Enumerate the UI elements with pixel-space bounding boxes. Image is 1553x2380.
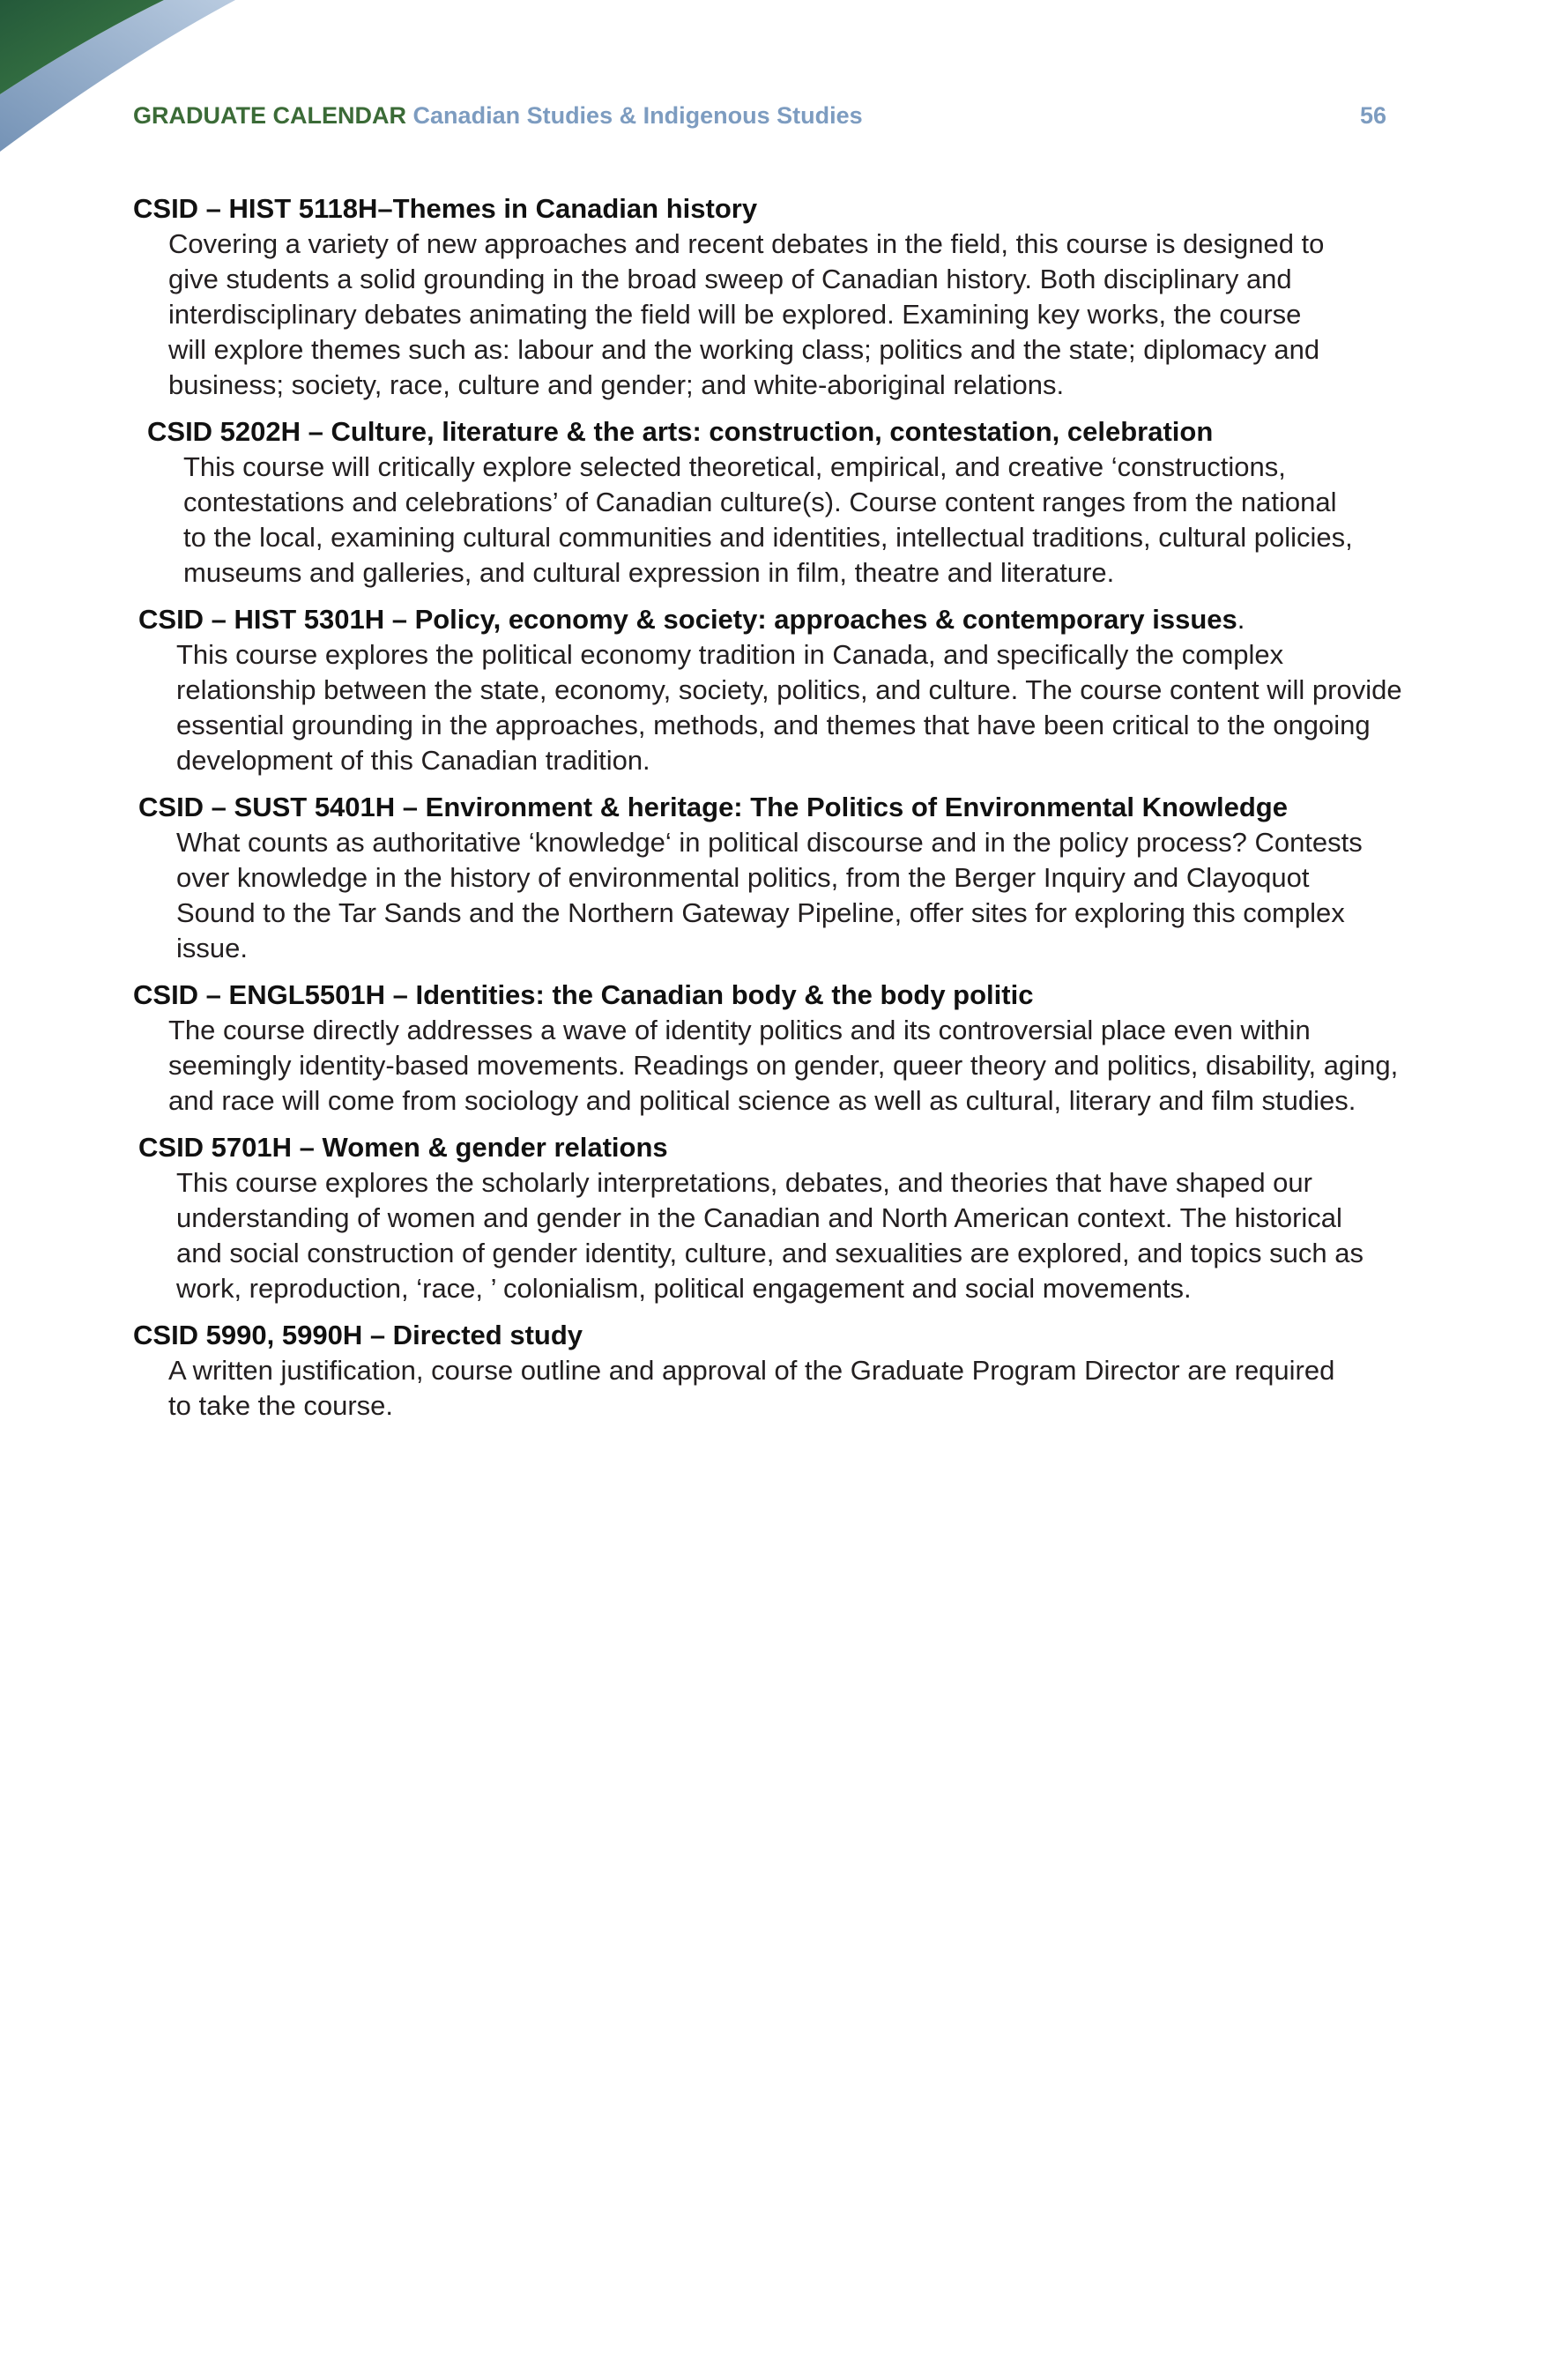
course-description [0,825,1553,966]
course-title-text: CSID – HIST 5301H – Policy, economy & society: approaches & contemporary issues [138,604,1237,635]
description-line: The course directly addresses a wave of identity politics and its controversial place even within [168,1015,1311,1045]
description-line: and race will come from sociology and political science as well as cultural, literary and film studies. [168,1085,1356,1116]
course-description [0,637,1553,778]
course-title-suffix: . [1237,604,1245,635]
course-entry [0,602,1553,778]
course-title-text: CSID 5990, 5990H – Directed study [133,1320,583,1350]
description-line: Sound to the Tar Sands and the Northern Gateway Pipeline, offer sites for exploring this complex [176,897,1345,928]
course-entry [0,790,1553,966]
course-title [0,602,1553,637]
description-line: interdisciplinary debates animating the field will be explored. Examining key works, the course [168,299,1302,330]
description-line: museums and galleries, and cultural expression in film, theatre and literature. [183,557,1115,588]
calendar-label: GRADUATE CALENDAR [133,102,406,129]
description-line: will explore themes such as: labour and the working class; politics and the state; diplomacy and [168,334,1320,365]
department-name: Canadian Studies & Indigenous Studies [412,102,863,129]
description-line: Covering a variety of new approaches and recent debates in the field, this course is designed to [168,228,1325,259]
course-title [0,1318,1553,1353]
description-line: This course will critically explore selected theoretical, empirical, and creative ‘constructions, [183,451,1286,482]
course-description [0,1013,1553,1119]
description-line: This course explores the political economy tradition in Canada, and specifically the complex [176,639,1284,670]
description-line: to the local, examining cultural communities and identities, intellectual traditions, cultural policies, [183,522,1353,553]
description-line: relationship between the state, economy, society, politics, and culture. The course content will provide [176,674,1402,705]
description-line: and social construction of gender identity, culture, and sexualities are explored, and topics such as [176,1238,1364,1268]
description-line: A written justification, course outline and approval of the Graduate Program Director are required [168,1355,1335,1386]
course-title-text: CSID – HIST 5118H–Themes in Canadian history [133,193,758,224]
course-title [0,414,1553,450]
course-title-text: CSID – SUST 5401H – Environment & heritage: The Politics of Environmental Knowledge [138,792,1288,822]
course-title [0,790,1553,825]
description-line: business; society, race, culture and gender; and white-aboriginal relations. [168,369,1065,400]
course-entry [0,978,1553,1119]
course-title-text: CSID 5202H – Culture, literature & the arts: construction, contestation, celebration [147,416,1214,447]
description-line: to take the course. [168,1390,394,1421]
course-description [0,450,1553,591]
description-line: contestations and celebrations’ of Canadian culture(s). Course content ranges from the national [183,487,1337,517]
course-entry [0,1130,1553,1306]
description-line: What counts as authoritative ‘knowledge‘ in political discourse and in the policy process? Contests [176,827,1363,858]
course-title-text: CSID 5701H – Women & gender relations [138,1132,668,1163]
corner-decoration [0,0,247,159]
description-line: This course explores the scholarly interpretations, debates, and theories that have shaped our [176,1167,1312,1198]
description-line: work, reproduction, ‘race, ’ colonialism, political engagement and social movements. [176,1273,1192,1304]
course-description [0,227,1553,403]
description-line: understanding of women and gender in the Canadian and North American context. The historical [176,1202,1342,1233]
course-title [0,978,1553,1013]
description-line: essential grounding in the approaches, methods, and themes that have been critical to the ongoing [176,710,1371,740]
course-entry [0,1318,1553,1424]
course-title [0,1130,1553,1165]
course-description [0,1353,1553,1424]
description-line: development of this Canadian tradition. [176,745,650,776]
page-number: 56 [1360,102,1387,129]
description-line: issue. [176,933,248,963]
course-title [0,191,1553,227]
course-list [0,191,1553,1424]
course-description [0,1165,1553,1306]
description-line: seemingly identity-based movements. Readings on gender, queer theory and politics, disability, aging, [168,1050,1399,1081]
course-entry [0,414,1553,591]
course-entry [0,191,1553,403]
description-line: over knowledge in the history of environmental politics, from the Berger Inquiry and Clayoquot [176,862,1310,893]
description-line: give students a solid grounding in the broad sweep of Canadian history. Both disciplinary and [168,264,1292,294]
page-header [133,101,1420,130]
course-title-text: CSID – ENGL5501H – Identities: the Canadian body & the body politic [133,979,1034,1010]
